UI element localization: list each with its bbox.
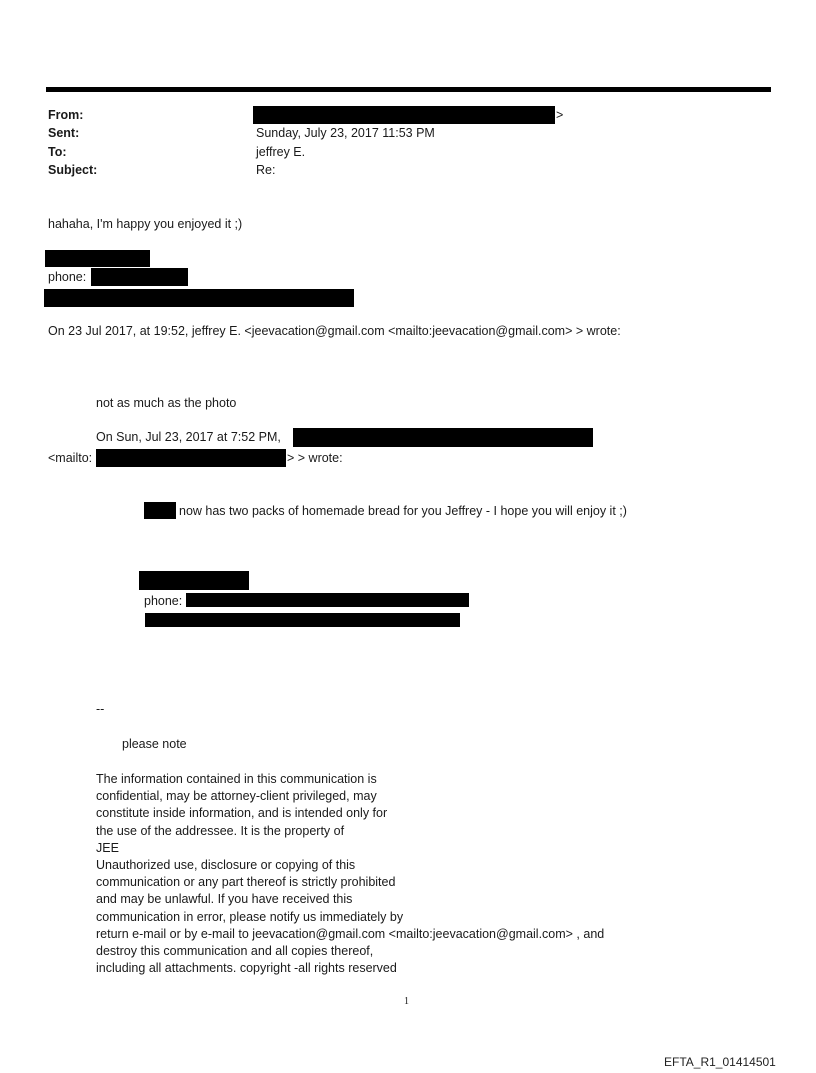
to-value: jeffrey E. bbox=[256, 145, 306, 159]
quote-header: On 23 Jul 2017, at 19:52, jeffrey E. <jeevacation@gmail.com <mailto:jeevacation@gmail.com> > wrote: bbox=[48, 324, 621, 338]
to-label: To: bbox=[48, 145, 67, 159]
disclaimer-line: constitute inside information, and is intended only for bbox=[96, 806, 388, 821]
nested-mailto-prefix: <mailto: bbox=[48, 451, 93, 465]
disclaimer-line: the use of the addressee. It is the property of bbox=[96, 823, 345, 838]
sent-value: Sunday, July 23, 2017 11:53 PM bbox=[256, 126, 435, 140]
disclaimer-line: The information contained in this communication is bbox=[96, 772, 377, 786]
from-redaction bbox=[253, 106, 555, 124]
disclaimer-line: communication in error, please notify us immediately by bbox=[96, 909, 404, 924]
nested-wrote: > > wrote: bbox=[287, 451, 343, 465]
nested-signature-redaction bbox=[139, 571, 249, 590]
phone-redaction bbox=[91, 268, 188, 286]
disclaimer-line: JEE bbox=[96, 840, 119, 855]
document-id-footer: EFTA_R1_01414501 bbox=[664, 1055, 776, 1069]
subject-label: Subject: bbox=[48, 163, 98, 177]
please-note: please note bbox=[122, 737, 187, 751]
page-number: 1 bbox=[404, 996, 409, 1007]
phone-label: phone: bbox=[48, 270, 87, 284]
nested-sender-redaction bbox=[293, 428, 593, 447]
header-rule bbox=[46, 87, 771, 92]
disclaimer-line: Unauthorized use, disclosure or copying of this bbox=[96, 857, 356, 872]
quoted-reply: not as much as the photo bbox=[96, 396, 237, 410]
from-label: From: bbox=[48, 108, 84, 122]
disclaimer-line: return e-mail or by e-mail to jeevacation@gmail.com <mailto:jeevacation@gmail.com> , and bbox=[96, 926, 605, 941]
from-suffix: > bbox=[556, 108, 564, 122]
sent-label: Sent: bbox=[48, 126, 80, 140]
reply-text: hahaha, I'm happy you enjoyed it ;) bbox=[48, 217, 243, 231]
signature-name-redaction bbox=[45, 250, 150, 267]
disclaimer-line: including all attachments. copyright -all rights reserved bbox=[96, 961, 397, 976]
disclaimer-line: and may be unlawful. If you have received this bbox=[96, 892, 353, 907]
bread-line: now has two packs of homemade bread for you Jeffrey - I hope you will enjoy it ;) bbox=[179, 504, 627, 518]
disclaimer-line: confidential, may be attorney-client privileged, may bbox=[96, 789, 377, 804]
disclaimer-line: communication or any part thereof is strictly prohibited bbox=[96, 875, 396, 890]
bread-name-redaction bbox=[144, 502, 176, 519]
nested-mailto-redaction bbox=[96, 449, 286, 467]
subject-value: Re: bbox=[256, 163, 276, 177]
nested-phone-label: phone: bbox=[144, 594, 183, 608]
signature-address-redaction bbox=[44, 289, 354, 307]
disclaimer-line: destroy this communication and all copies thereof, bbox=[96, 943, 374, 958]
nested-address-redaction bbox=[145, 613, 460, 627]
disclaimer-paragraph bbox=[96, 771, 604, 977]
nested-header: On Sun, Jul 23, 2017 at 7:52 PM, bbox=[96, 430, 281, 444]
nested-phone-redaction bbox=[186, 593, 469, 607]
signature-dash: -- bbox=[96, 702, 105, 716]
